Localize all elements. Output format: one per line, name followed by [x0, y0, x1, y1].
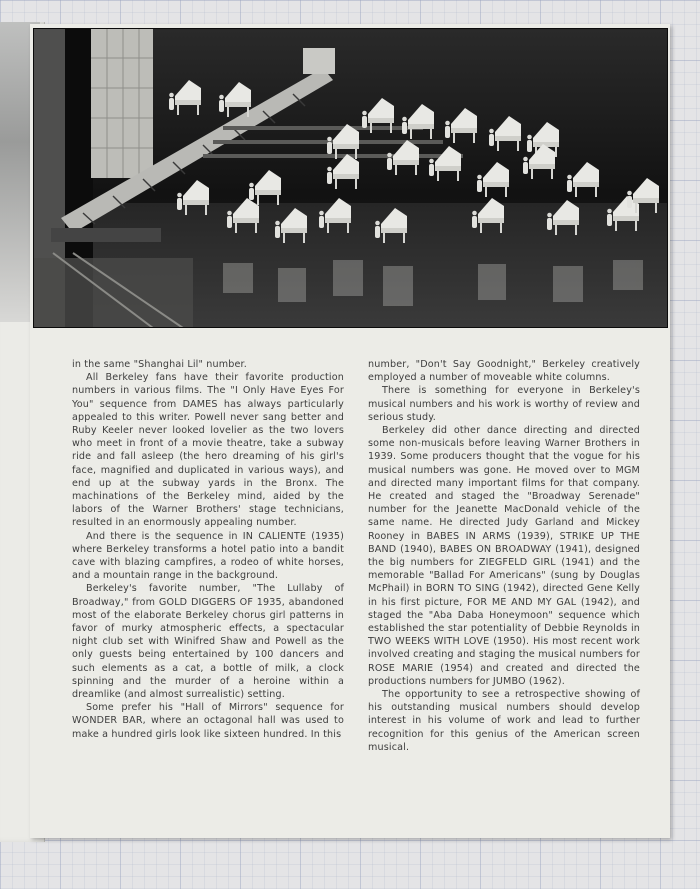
article-body — [72, 358, 658, 778]
article-paragraph: Some prefer his "Hall of Mirrors" sequence for WONDER BAR, where an octagonal hall was used to make a hundred girls look like sixteen hundred. In this — [72, 702, 344, 740]
article-paragraph: Berkeley's favorite number, "The Lullaby of Broadway," from GOLD DIGGERS OF 1935, abandoned most of the elaborate Berkeley chorus girl patterns in favor of murky atmospheric effects, a spectacular night club set with Winifred Shaw and Powell as the only guests being entertained by 100 dancers and such elements as a cat, a bottle of milk, a clock spinning and the murder of a heroine within a dreamlike (and almost surrealistic) setting. — [72, 583, 344, 701]
article-paragraph: There is something for everyone in Berkeley's musical numbers and his work is worthy of review and serious study. — [368, 385, 640, 423]
film-still-photograph — [33, 28, 668, 328]
article-column-left — [72, 358, 344, 741]
article-paragraph: number, "Don't Say Goodnight," Berkeley creatively employed a number of moveable white columns. — [368, 359, 640, 384]
article-column-right — [368, 358, 640, 754]
article-paragraph: Berkeley did other dance directing and directed some non-musicals before leaving Warner Brothers in 1939. Some producers thought that the vogue for his musical numbers was gone. He moved over to MGM and directed many important films for that company. He created and staged the "Broadway Serenade" number for the Jeanette MacDonald vehicle of the same name. He directed Judy Garland and Mickey Rooney in BABES IN ARMS (1939), STRIKE UP THE BAND (1940), BABES ON BROADWAY (1941), designed the big numbers for ZIEGFELD GIRL (1941) and the memorable "Ballad For Americans" (sung by Douglas McPhail) in BORN TO SING (1942), directed Gene Kelly in his first picture, FOR ME AND MY GAL (1942), and staged the "Aba Daba Honeymoon" sequence which established the star potentiality of Debbie Reynolds in TWO WEEKS WITH LOVE (1950). His most recent work involved creating and staging the musical numbers for ROSE MARIE (1954) and created and directed the productions numbers for JUMBO (1962). — [368, 425, 640, 687]
pianos-stage-illustration — [33, 28, 668, 328]
article-paragraph: The opportunity to see a retrospective showing of his outstanding musical numbers should develop interest in his volume of work and lead to further recognition for this genius of the American screen musical. — [368, 689, 640, 753]
article-paragraph: All Berkeley fans have their favorite production numbers in various films. The "I Only Have Eyes For You" sequence from DAMES has always particularly appealed to this writer. Powell never sang better and Ruby Keeler never looked lovelier as the two lovers who meet in front of a movie theatre, take a subway ride and fall asleep (the hero dreaming of his girl's face, magnified and duplicated in various ways), and end up at the subway yards in the Bronx. The machinations of the Berkeley mind, aided by the labors of the Warner Brothers' stage technicians, resulted in an enormously appealing number. — [72, 372, 344, 529]
article-paragraph: in the same "Shanghai Lil" number. — [72, 359, 247, 370]
article-paragraph: And there is the sequence in IN CALIENTE (1935) where Berkeley transforms a hotel patio into a bandit cave with blazing campfires, a rodeo of white horses, and a mountain range in the background. — [72, 530, 344, 582]
backdrop-panels — [91, 28, 153, 178]
